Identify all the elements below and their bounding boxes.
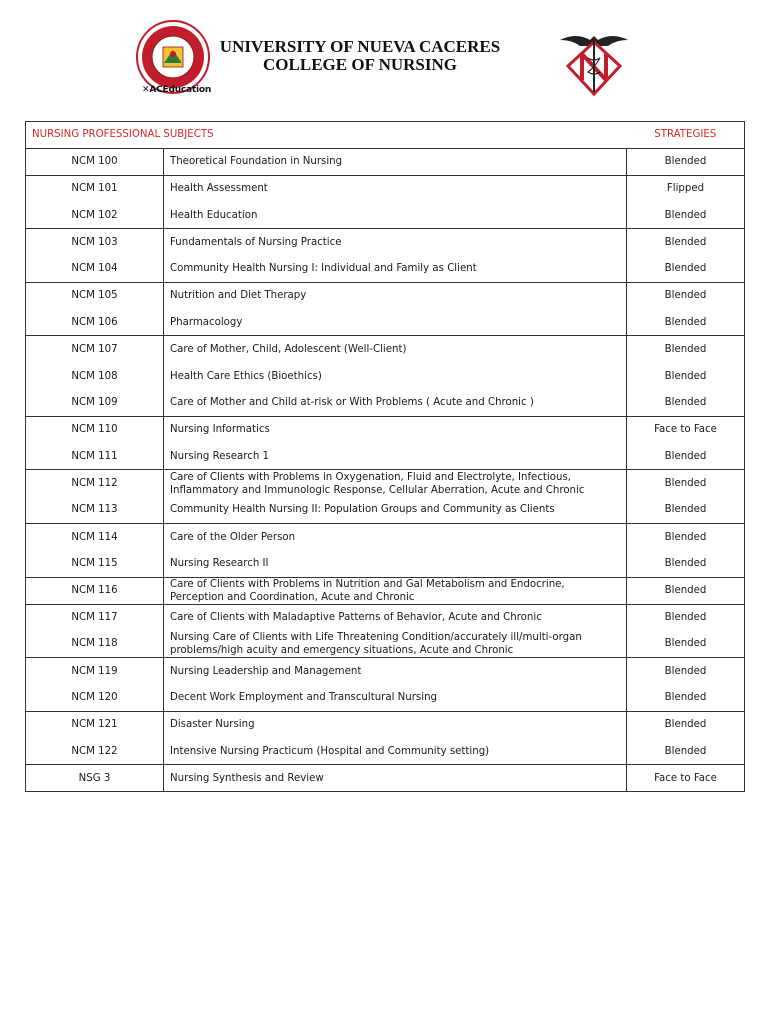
ace-mark-icon: ✕ [142, 85, 150, 95]
course-code: NCM 109 [26, 389, 164, 416]
course-strategy: Blended [627, 658, 745, 685]
course-code: NCM 121 [26, 711, 164, 738]
course-strategy: Blended [627, 363, 745, 390]
table-row [26, 550, 745, 577]
course-code: NCM 106 [26, 309, 164, 336]
course-title: Health Assessment [164, 175, 627, 202]
course-strategy: Blended [627, 282, 745, 309]
course-strategy: Blended [627, 684, 745, 711]
course-title: Theoretical Foundation in Nursing [164, 148, 627, 175]
course-strategy: Blended [627, 336, 745, 363]
course-title: Nursing Research 1 [164, 443, 627, 470]
course-strategy: Face to Face [627, 416, 745, 443]
table-row [26, 684, 745, 711]
table-row [26, 175, 745, 202]
course-code: NCM 101 [26, 175, 164, 202]
university-seal-logo [136, 20, 210, 94]
table-row [26, 765, 745, 792]
subjects-column-header: NURSING PROFESSIONAL SUBJECTS [26, 122, 627, 149]
course-title: Nursing Synthesis and Review [164, 765, 627, 792]
course-title: Health Education [164, 202, 627, 229]
table-row [26, 523, 745, 550]
course-title: Care of Clients with Problems in Nutrition and Gal Metabolism and Endocrine, Perception and Coordination, Acute and Chronic [164, 577, 627, 604]
course-strategy: Blended [627, 711, 745, 738]
course-title: Care of Clients with Problems in Oxygenation, Fluid and Electrolyte, Infectious, Inflammatory and Immunologic Response, Cellular Aberration, Acute and Chronic [164, 470, 627, 497]
course-title: Care of Mother, Child, Adolescent (Well-Client) [164, 336, 627, 363]
table-row [26, 631, 745, 658]
table-row [26, 443, 745, 470]
course-title: Nutrition and Diet Therapy [164, 282, 627, 309]
table-row [26, 336, 745, 363]
course-strategy: Blended [627, 738, 745, 765]
course-code: NCM 112 [26, 470, 164, 497]
table-row [26, 363, 745, 390]
course-code: NCM 102 [26, 202, 164, 229]
course-title: Community Health Nursing I: Individual and Family as Client [164, 255, 627, 282]
course-title: Care of the Older Person [164, 523, 627, 550]
table-row [26, 148, 745, 175]
course-code: NCM 114 [26, 523, 164, 550]
table-row [26, 202, 745, 229]
header-titles [200, 38, 520, 74]
course-title: Nursing Leadership and Management [164, 658, 627, 685]
course-strategy: Blended [627, 631, 745, 658]
course-strategy: Blended [627, 255, 745, 282]
course-code: NCM 111 [26, 443, 164, 470]
course-code: NCM 118 [26, 631, 164, 658]
table-row [26, 711, 745, 738]
course-strategy: Blended [627, 443, 745, 470]
table-header-row [26, 122, 745, 149]
course-code: NCM 105 [26, 282, 164, 309]
course-strategy: Blended [627, 577, 745, 604]
table-row [26, 604, 745, 631]
course-title: Nursing Research II [164, 550, 627, 577]
course-code: NCM 116 [26, 577, 164, 604]
document-header [0, 0, 768, 120]
course-strategy: Blended [627, 497, 745, 524]
course-title: Intensive Nursing Practicum (Hospital and Community setting) [164, 738, 627, 765]
table-row [26, 470, 745, 497]
university-name: UNIVERSITY OF NUEVA CACERES [219, 37, 501, 56]
course-title: Nursing Care of Clients with Life Threatening Condition/accurately ill/multi-organ problems/high acuity and emergency situations, Acute and Chronic [164, 631, 627, 658]
course-title: Pharmacology [164, 309, 627, 336]
course-title: Care of Mother and Child at-risk or With Problems ( Acute and Chronic ) [164, 389, 627, 416]
table-row [26, 229, 745, 256]
course-code: NCM 107 [26, 336, 164, 363]
course-code: NCM 104 [26, 255, 164, 282]
course-code: NCM 115 [26, 550, 164, 577]
table-row [26, 309, 745, 336]
course-strategy: Blended [627, 202, 745, 229]
course-strategy: Blended [627, 229, 745, 256]
course-code: NSG 3 [26, 765, 164, 792]
course-title: Decent Work Employment and Transcultural Nursing [164, 684, 627, 711]
college-name: COLLEGE OF NURSING [263, 55, 457, 74]
table-row [26, 282, 745, 309]
table-row [26, 255, 745, 282]
course-code: NCM 120 [26, 684, 164, 711]
course-code: NCM 100 [26, 148, 164, 175]
course-strategy: Blended [627, 148, 745, 175]
course-code: NCM 119 [26, 658, 164, 685]
table-row [26, 738, 745, 765]
table-row [26, 577, 745, 604]
course-title: Disaster Nursing [164, 711, 627, 738]
table-row [26, 658, 745, 685]
course-code: NCM 113 [26, 497, 164, 524]
course-code: NCM 117 [26, 604, 164, 631]
table-row [26, 497, 745, 524]
course-strategy: Blended [627, 523, 745, 550]
college-of-nursing-logo [556, 30, 632, 100]
course-title: Fundamentals of Nursing Practice [164, 229, 627, 256]
course-strategy: Blended [627, 389, 745, 416]
table-row [26, 416, 745, 443]
course-strategy: Blended [627, 604, 745, 631]
course-title: Nursing Informatics [164, 416, 627, 443]
strategies-column-header: STRATEGIES [627, 122, 745, 149]
course-strategy: Face to Face [627, 765, 745, 792]
course-code: NCM 110 [26, 416, 164, 443]
course-strategy: Blended [627, 309, 745, 336]
course-code: NCM 103 [26, 229, 164, 256]
course-strategy: Blended [627, 470, 745, 497]
course-code: NCM 122 [26, 738, 164, 765]
nursing-subjects-table [25, 121, 745, 792]
course-title: Care of Clients with Maladaptive Patterns of Behavior, Acute and Chronic [164, 604, 627, 631]
course-strategy: Blended [627, 550, 745, 577]
course-code: NCM 108 [26, 363, 164, 390]
course-title: Health Care Ethics (Bioethics) [164, 363, 627, 390]
table-row [26, 389, 745, 416]
course-strategy: Flipped [627, 175, 745, 202]
course-title: Community Health Nursing II: Population Groups and Community as Clients [164, 497, 627, 524]
aceducation-logo: ✕ACEducation [142, 85, 212, 95]
